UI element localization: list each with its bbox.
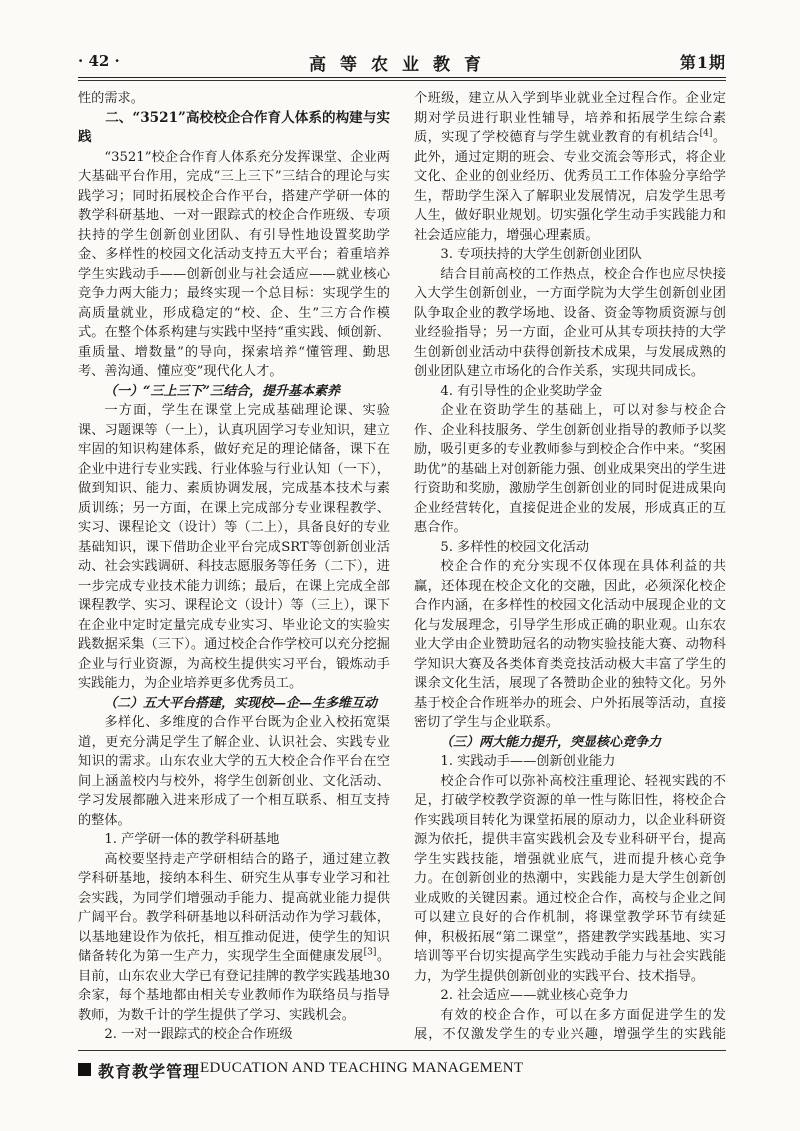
paragraph: 性的需求。 bbox=[78, 91, 144, 106]
section-heading: （一）“三上三下”三结合，提升基本素养 bbox=[104, 383, 340, 399]
header-rule-thin bbox=[78, 80, 726, 81]
paragraph: 个班级，建立从入学到毕业就业全过程合作。企业定期对学员进行职业性辅导，培养和拓展学生综合素质，实现了学校德育与学生就业教育的有机结合[4]。此外，通过定期的班会、专业交流会等形式，将企业文化、企业的创业经历、优秀员工工作体验分享给学生，帮助学生深入了解职业发展情况，启发学生思考人生，做好职业规划。切实强化学生动手实践能力和社会适应能力，增强心理素质。 bbox=[414, 91, 726, 243]
left-column bbox=[78, 89, 390, 1044]
section-heading: 2. 一对一跟踪式的校企合作班级 bbox=[104, 1027, 293, 1042]
section-heading: 二、“3521”高校校企合作育人体系的构建与实践 bbox=[78, 109, 390, 145]
journal-title: 高等农业教育 bbox=[309, 55, 495, 75]
section-heading: 4. 有引导性的企业奖助学金 bbox=[440, 383, 603, 399]
right-column bbox=[414, 89, 726, 1044]
paragraph: 校企合作的充分实现不仅体现在具体利益的共赢，还体现在校企文化的交融，因此，必须深化校企合作内涵，在多样性的校园文化活动中展现企业的文化与发展理念，引导学生形成正确的职业观。山东农业大学由企业赞助冠名的动物实验技能大赛、动物科学知识大赛及各类体育类竞技活动极大丰富了学生的课余文化生活，展现了各赞助企业的独特文化。另外基于校企合作班举办的班会、户外拓展等活动，直接密切了学生与企业联系。 bbox=[414, 559, 726, 730]
section-heading: 3. 专项扶持的大学生创新创业团队 bbox=[440, 247, 642, 262]
section-heading: 2. 社会适应——就业核心竞争力 bbox=[440, 988, 629, 1003]
paragraph: 结合目前高校的工作热点，校企合作也应尽快接入大学生创新创业，一方面学院为大学生创新创业团队争取企业的教学场地、设备、资金等物质资源与创业经验指导；另一方面，企业可从其专项扶持的大学生创新创业活动中获得创新技术成果，与发展成熟的创业团队建立市场化的合作关系，实现共同成长。 bbox=[414, 266, 726, 379]
footer-rule bbox=[78, 1050, 726, 1051]
running-header bbox=[78, 46, 726, 76]
paragraph: 有效的校企合作，可以在多方面促进学生的发展，不仅激发学生的专业兴趣，增强学生的实践能 bbox=[414, 1007, 726, 1042]
paragraph: 校企合作可以弥补高校注重理论、轻视实践的不足，打破学校教学资源的单一性与陈旧性，将校企合作实践项目转化为课堂拓展的原动力，以企业科研资源为依托，提供丰富实践机会及专业科研平台，提高学生实践技能，增强就业底气，进而提升核心竞争力。在创新创业的热潮中，实践能力是大学生创新创业成败的关键因素。通过校企合作，高校与企业之间可以建立良好的合作机制，将课堂教学环节有续延伸，积极拓展“第二课堂”，搭建教学实践基地、实习培训等平台切实提高学生实践动手能力与社会实践能力，为学生提供创新创业的实践平台、技术指导。 bbox=[414, 773, 726, 984]
page-number: · 42 · bbox=[78, 52, 120, 70]
header-rule bbox=[78, 77, 726, 78]
section-heading: （三）两大能力提升，突显核心竞争力 bbox=[440, 734, 662, 750]
issue-number: 第1期 bbox=[679, 53, 726, 72]
paragraph: “3521”校企合作育人体系充分发挥课堂、企业两大基础平台作用，完成“三上三下”三结合的理论与实践学习；同时拓展校企合作平台，搭建产学研一体的教学科研基地、一对一跟踪式的校企合作班级、专项扶持的学生创新创业团队、有引导性地设置奖助学金、多样性的校园文化活动支持五大平台；着重培养学生实践动手——创新创业与社会适应——就业核心竞争力两大能力；最终实现一个总目标：实现学生的高质量就业，形成稳定的“校、企、生”三方合作模式。在整个体系构建与实践中坚持“重实践、倾创新、重质量、增数量”的导向，探索培养“懂管理、勤思考、善沟通、懂应变”现代化人才。 bbox=[78, 149, 390, 379]
section-heading: 5. 多样性的校园文化活动 bbox=[440, 539, 590, 555]
section-name-cn: 教育教学管理 bbox=[98, 1062, 201, 1081]
section-heading: 1. 产学研一体的教学科研基地 bbox=[104, 832, 280, 847]
paragraph: 一方面，学生在课堂上完成基础理论课、实验课、习题课等（一上），认真巩固学习专业知识，建立牢固的知识构建体系，做好充足的理论储备，课下在企业中进行专业实践、行业体验与行业认知（一下），做到知识、能力、素质协调发展，完成基本技术与素质训练；另一方面，在课上完成部分专业课程教学、实习、课程论文（设计）等（二上），具备良好的专业基础知识，课下借助企业平台完成SRT等创新创业活动、社会实践调研、科技志愿服务等任务（二下），进一步完成专业技术能力训练；最后，在课上完成全部课程教学、实习、课程论文（设计）等（三上），课下在企业中定时定量完成专业实习、毕业论文的实验实践数据采集（三下）。通过校企合作学校可以充分挖掘企业与行业资源，为高校生提供实习平台，锻炼动手实践能力，为企业培养更多优秀员工。 bbox=[78, 403, 390, 691]
square-bullet-icon bbox=[78, 1063, 91, 1076]
paragraph: 多样化、多维度的合作平台既为企业入校拓宽渠道，更充分满足学生了解企业、认识社会、实践专业知识的需求。山东农业大学的五大校企合作平台在空间上涵盖校内与校外，将学生创新创业、文化活动、学习发展都融入进来形成了一个相互联系、相互支持的整体。 bbox=[78, 715, 390, 828]
section-heading: （二）五大平台搭建，实现校—企—生多维互动 bbox=[104, 695, 378, 711]
paragraph: 高校要坚持走产学研相结合的路子，通过建立教学科研基地，接纳本科生、研究生从事专业学习和社会实践，为同学们增强动手能力、提高就业能力提供广阔平台。教学科研基地以科研活动作为学习载体，以基地建设作为依托，相互推动促进，使学生的知识储备转化为第一生产力，实现学生全面健康发展[3]。目前，山东农业大学已有登记挂牌的教学实践基地30余家，每个基地都由相关专业教师作为联络员与指导教师，为数千计的学生提供了学习、实践机会。 bbox=[78, 851, 390, 1023]
running-footer bbox=[78, 1057, 726, 1081]
paragraph: 企业在资助学生的基础上，可以对参与校企合作、企业科技服务、学生创新创业指导的教师予以奖励，吸引更多的专业教师参与到校企合作中来。“奖困助优”的基础上对创新能力强、创业成果突出的学生进行资助和奖励，激励学生创新创业的同时促进成果向企业经营转化，直接促进企业的发展，形成真正的互惠合作。 bbox=[414, 403, 726, 535]
section-heading: 1. 实践动手——创新创业能力 bbox=[440, 754, 616, 769]
section-name-en: EDUCATION AND TEACHING MANAGEMENT bbox=[200, 1060, 524, 1076]
